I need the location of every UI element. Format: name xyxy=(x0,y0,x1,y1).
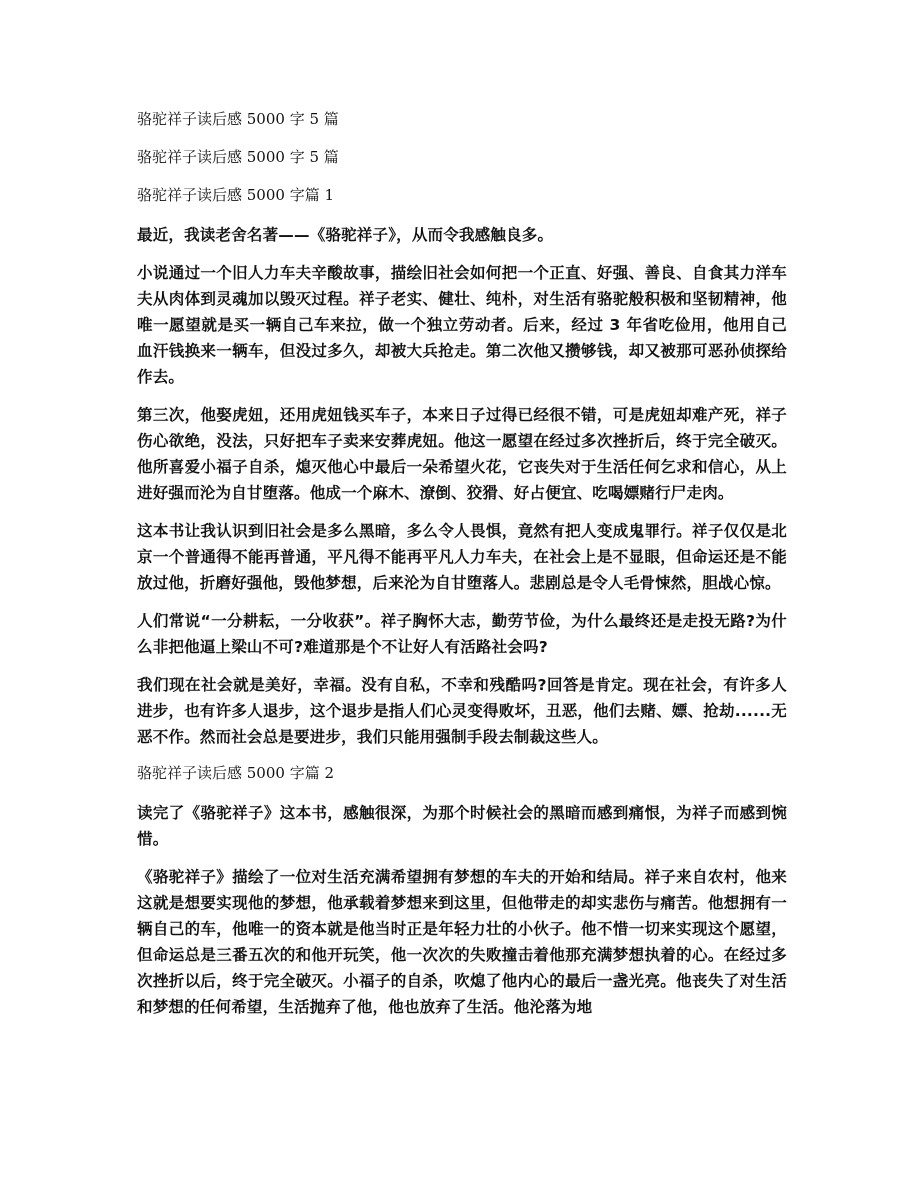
document-page xyxy=(137,108,787,1032)
paragraph: 第三次，他娶虎妞，还用虎妞钱买车子，本来日子过得已经很不错，可是虎妞却难产死，祥子伤心欲绝，没法，只好把车子卖来安葬虎妞。他这一愿望在经过多次挫折后，终于完全破灭。他所喜爱小福子自杀，熄灭他心中最后一朵希望火花，它丧失对于生活任何乞求和信心，从上进好强而沦为自甘堕落。他成一个麻木、潦倒、狡猾、好占便宜、吃喝嫖赌行尸走肉。 xyxy=(137,406,787,502)
document-title: 骆驼祥子读后感 5000 字 5 篇 xyxy=(137,110,339,128)
section-heading-2: 骆驼祥子读后感 5000 字篇 2 xyxy=(137,764,335,782)
paragraph: 《骆驼祥子》描绘了一位对生活充满希望拥有梦想的车夫的开始和结局。祥子来自农村，他来这就是想要实现他的梦想，他承载着梦想来到这里，但他带走的却实悲伤与痛苦。他想拥有一辆自己的车，他唯一的资本就是他当时正是年轻力壮的小伙子。他不惜一切来实现这个愿望，但命运总是三番五次的和他开玩笑，他一次次的失败撞击着他那充满梦想执着的心。在经过多次挫折以后，终于完全破灭。小福子的自杀，吹熄了他内心的最后一盏光亮。他丧失了对生活和梦想的任何希望，生活抛弃了他，他也放弃了生活。他沦落为地 xyxy=(137,868,787,1016)
paragraph: 我们现在社会就是美好，幸福。没有自私，不幸和残酷吗?回答是肯定。现在社会，有许多人进步，也有许多人退步，这个退步是指人们心灵变得败坏，丑恶，他们去赌、嫖、抢劫......无恶不作。然而社会总是要进步，我们只能用强制手段去制裁这些人。 xyxy=(137,676,787,746)
paragraph: 人们常说“一分耕耘，一分收获”。祥子胸怀大志，勤劳节俭，为什么最终还是走投无路?为什么非把他逼上梁山不可?难道那是个不让好人有活路社会吗? xyxy=(137,612,787,656)
paragraph: 小说通过一个旧人力车夫辛酸故事，描绘旧社会如何把一个正直、好强、善良、自食其力洋车夫从肉体到灵魂加以毁灭过程。祥子老实、健壮、纯朴，对生活有骆驼般积极和坚韧精神，他唯一愿望就是买一辆自己车来拉，做一个独立劳动者。后来，经过 3 年省吃俭用，他用自己血汗钱换来一辆车，但没过多久，却被大兵抢走。第二次他又攒够钱，却又被那可恶孙侦探给作去。 xyxy=(137,264,787,386)
paragraph: 这本书让我认识到旧社会是多么黑暗，多么令人畏惧，竟然有把人变成鬼罪行。祥子仅仅是北京一个普通得不能再普通，平凡得不能再平凡人力车夫，在社会上是不显眼，但命运还是不能放过他，折磨好强他，毁他梦想，后来沦为自甘堕落人。悲剧总是令人毛骨悚然，胆战心惊。 xyxy=(137,522,787,592)
document-subtitle: 骆驼祥子读后感 5000 字 5 篇 xyxy=(137,148,339,166)
paragraph: 最近，我读老舍名著——《骆驼祥子》，从而令我感触良多。 xyxy=(137,226,554,244)
section-heading-1: 骆驼祥子读后感 5000 字篇 1 xyxy=(137,186,335,204)
paragraph: 读完了《骆驼祥子》这本书，感触很深，为那个时候社会的黑暗而感到痛恨，为祥子而感到惋惜。 xyxy=(137,804,787,848)
